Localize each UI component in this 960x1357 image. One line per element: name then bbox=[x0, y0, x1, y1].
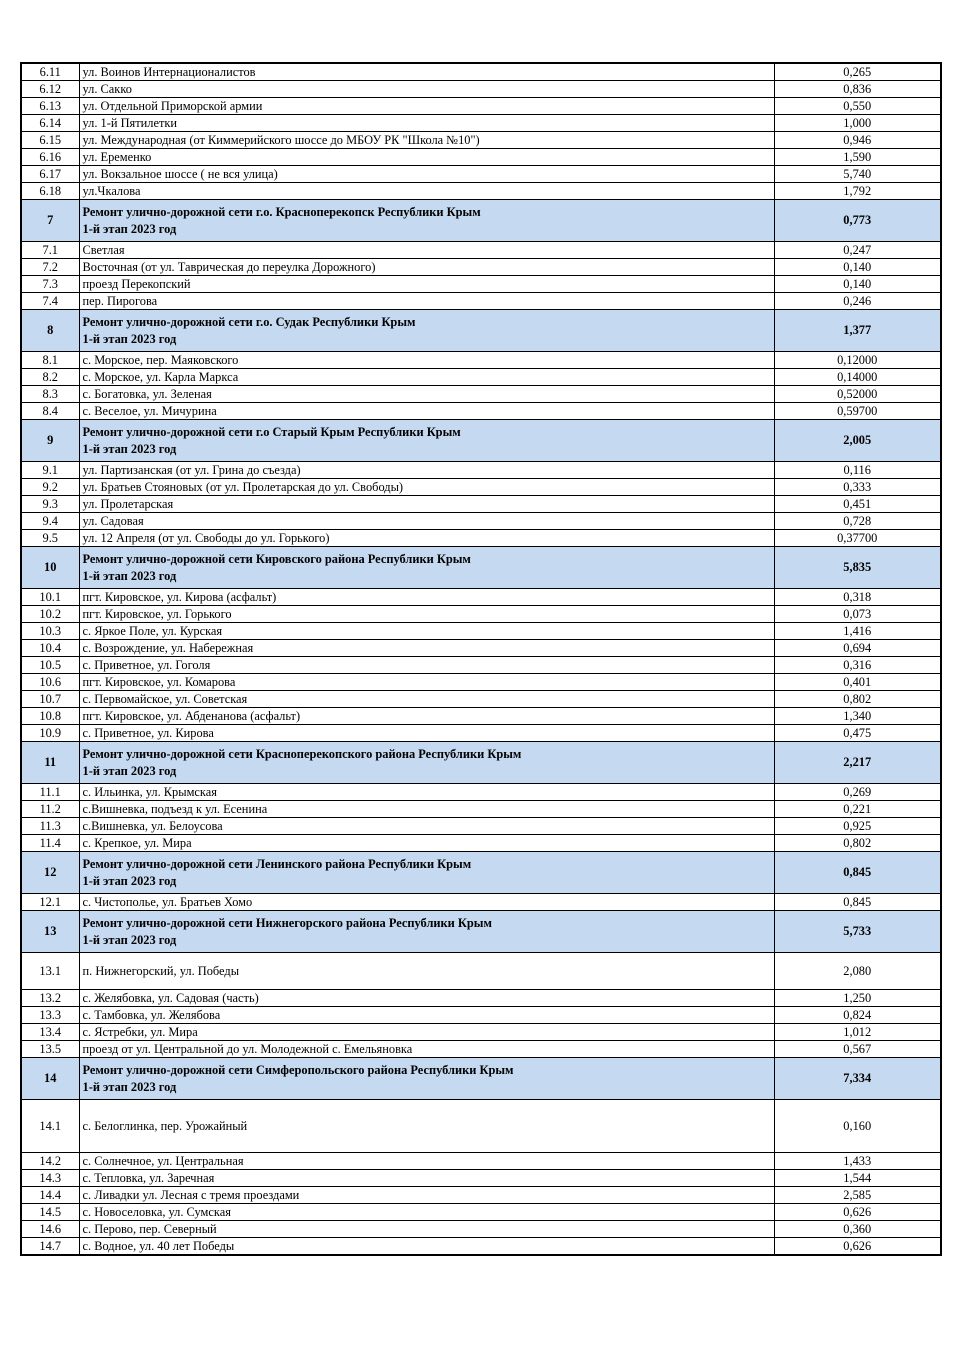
row-number: 13.3 bbox=[21, 1007, 79, 1024]
length-km: 0,802 bbox=[774, 691, 941, 708]
row-number: 7.1 bbox=[21, 242, 79, 259]
street-name: с.Вишневка, ул. Белоусова bbox=[79, 818, 774, 835]
length-km: 0,52000 bbox=[774, 386, 941, 403]
street-name: п. Нижнегорский, ул. Победы bbox=[79, 953, 774, 990]
length-km: 1,590 bbox=[774, 149, 941, 166]
section-title-cell bbox=[79, 742, 774, 784]
row-number: 14 bbox=[21, 1058, 79, 1100]
length-km: 1,433 bbox=[774, 1153, 941, 1170]
table-row bbox=[21, 242, 941, 259]
row-number: 13.2 bbox=[21, 990, 79, 1007]
table-row bbox=[21, 166, 941, 183]
section-stage: 1-й этап 2023 год bbox=[82, 441, 177, 456]
row-number: 10.3 bbox=[21, 623, 79, 640]
table-row bbox=[21, 369, 941, 386]
table-row bbox=[21, 1238, 941, 1256]
table-row bbox=[21, 1221, 941, 1238]
street-name: ул. Отдельной Приморской армии bbox=[79, 98, 774, 115]
street-name: ул. Партизанская (от ул. Грина до съезда) bbox=[79, 462, 774, 479]
row-number: 6.15 bbox=[21, 132, 79, 149]
section-length-total: 0,773 bbox=[774, 200, 941, 242]
table-row bbox=[21, 990, 941, 1007]
length-km: 0,12000 bbox=[774, 352, 941, 369]
table-row bbox=[21, 63, 941, 81]
street-name: с. Яркое Поле, ул. Курская bbox=[79, 623, 774, 640]
street-name: с. Возрождение, ул. Набережная bbox=[79, 640, 774, 657]
row-number: 8.2 bbox=[21, 369, 79, 386]
section-header-row bbox=[21, 420, 941, 462]
street-name: с. Чистополье, ул. Братьев Хомо bbox=[79, 894, 774, 911]
section-stage: 1-й этап 2023 год bbox=[82, 221, 177, 236]
section-title: Ремонт улично-дорожной сети Кировского района Республики Крым bbox=[82, 551, 471, 566]
street-name: с. Ястребки, ул. Мира bbox=[79, 1024, 774, 1041]
street-name: пер. Пирогова bbox=[79, 293, 774, 310]
table-row bbox=[21, 606, 941, 623]
street-name: с. Ливадки ул. Лесная с тремя проездами bbox=[79, 1187, 774, 1204]
section-length-total: 1,377 bbox=[774, 310, 941, 352]
street-name: ул. Пролетарская bbox=[79, 496, 774, 513]
row-number: 14.4 bbox=[21, 1187, 79, 1204]
table-row bbox=[21, 462, 941, 479]
row-number: 6.11 bbox=[21, 63, 79, 81]
length-km: 0,824 bbox=[774, 1007, 941, 1024]
table-row bbox=[21, 98, 941, 115]
street-name: с. Веселое, ул. Мичурина bbox=[79, 403, 774, 420]
table-row bbox=[21, 403, 941, 420]
street-name: ул. 12 Апреля (от ул. Свободы до ул. Горького) bbox=[79, 530, 774, 547]
row-number: 8 bbox=[21, 310, 79, 352]
table-row bbox=[21, 589, 941, 606]
row-number: 13 bbox=[21, 911, 79, 953]
row-number: 9.5 bbox=[21, 530, 79, 547]
row-number: 13.4 bbox=[21, 1024, 79, 1041]
length-km: 0,160 bbox=[774, 1100, 941, 1153]
length-km: 0,550 bbox=[774, 98, 941, 115]
section-stage: 1-й этап 2023 год bbox=[82, 331, 177, 346]
row-number: 8.4 bbox=[21, 403, 79, 420]
table-row bbox=[21, 784, 941, 801]
length-km: 0,567 bbox=[774, 1041, 941, 1058]
length-km: 0,140 bbox=[774, 259, 941, 276]
length-km: 0,360 bbox=[774, 1221, 941, 1238]
section-title: Ремонт улично-дорожной сети Красноперекопского района Республики Крым bbox=[82, 746, 522, 761]
street-name: пгт. Кировское, ул. Горького bbox=[79, 606, 774, 623]
table-body bbox=[21, 63, 941, 1255]
row-number: 11.1 bbox=[21, 784, 79, 801]
length-km: 0,401 bbox=[774, 674, 941, 691]
length-km: 0,333 bbox=[774, 479, 941, 496]
row-number: 7 bbox=[21, 200, 79, 242]
table-row bbox=[21, 1153, 941, 1170]
street-name: пгт. Кировское, ул. Кирова (асфальт) bbox=[79, 589, 774, 606]
length-km: 1,416 bbox=[774, 623, 941, 640]
length-km: 0,946 bbox=[774, 132, 941, 149]
street-name: с. Морское, пер. Маяковского bbox=[79, 352, 774, 369]
table-row bbox=[21, 623, 941, 640]
street-name: ул. 1-й Пятилетки bbox=[79, 115, 774, 132]
section-stage: 1-й этап 2023 год bbox=[82, 932, 177, 947]
table-row bbox=[21, 479, 941, 496]
row-number: 14.7 bbox=[21, 1238, 79, 1256]
table-row bbox=[21, 835, 941, 852]
section-length-total: 0,845 bbox=[774, 852, 941, 894]
section-header-row bbox=[21, 852, 941, 894]
street-name: проезд от ул. Центральной до ул. Молодежной с. Емельяновка bbox=[79, 1041, 774, 1058]
table-row bbox=[21, 691, 941, 708]
row-number: 10.1 bbox=[21, 589, 79, 606]
section-title-cell bbox=[79, 547, 774, 589]
length-km: 0,451 bbox=[774, 496, 941, 513]
row-number: 6.18 bbox=[21, 183, 79, 200]
row-number: 12.1 bbox=[21, 894, 79, 911]
length-km: 0,221 bbox=[774, 801, 941, 818]
row-number: 9.2 bbox=[21, 479, 79, 496]
section-title: Ремонт улично-дорожной сети г.о Старый Крым Республики Крым bbox=[82, 424, 461, 439]
street-name: ул. Воинов Интернационалистов bbox=[79, 63, 774, 81]
row-number: 7.4 bbox=[21, 293, 79, 310]
section-stage: 1-й этап 2023 год bbox=[82, 1079, 177, 1094]
row-number: 10.7 bbox=[21, 691, 79, 708]
table-row bbox=[21, 496, 941, 513]
table-row bbox=[21, 149, 941, 166]
table-row bbox=[21, 674, 941, 691]
row-number: 11.4 bbox=[21, 835, 79, 852]
length-km: 0,140 bbox=[774, 276, 941, 293]
length-km: 0,37700 bbox=[774, 530, 941, 547]
street-name: с. Желябовка, ул. Садовая (часть) bbox=[79, 990, 774, 1007]
street-name: ул. Международная (от Киммерийского шоссе до МБОУ РК "Школа №10") bbox=[79, 132, 774, 149]
row-number: 9.3 bbox=[21, 496, 79, 513]
street-name: Светлая bbox=[79, 242, 774, 259]
table-row bbox=[21, 953, 941, 990]
length-km: 0,247 bbox=[774, 242, 941, 259]
table-row bbox=[21, 725, 941, 742]
street-name: с. Крепкое, ул. Мира bbox=[79, 835, 774, 852]
section-title-cell bbox=[79, 420, 774, 462]
street-name: с. Перово, пер. Северный bbox=[79, 1221, 774, 1238]
length-km: 1,000 bbox=[774, 115, 941, 132]
street-name: ул. Вокзальное шоссе ( не вся улица) bbox=[79, 166, 774, 183]
row-number: 10.8 bbox=[21, 708, 79, 725]
street-name: с. Тепловка, ул. Заречная bbox=[79, 1170, 774, 1187]
street-name: с. Богатовка, ул. Зеленая bbox=[79, 386, 774, 403]
row-number: 12 bbox=[21, 852, 79, 894]
row-number: 14.5 bbox=[21, 1204, 79, 1221]
table-row bbox=[21, 708, 941, 725]
street-name: с. Морское, ул. Карла Маркса bbox=[79, 369, 774, 386]
length-km: 0,845 bbox=[774, 894, 941, 911]
table-row bbox=[21, 801, 941, 818]
length-km: 0,269 bbox=[774, 784, 941, 801]
street-name: пгт. Кировское, ул. Абденанова (асфальт) bbox=[79, 708, 774, 725]
length-km: 0,626 bbox=[774, 1204, 941, 1221]
table-row bbox=[21, 1204, 941, 1221]
table-row bbox=[21, 352, 941, 369]
table-row bbox=[21, 530, 941, 547]
length-km: 2,585 bbox=[774, 1187, 941, 1204]
street-name: с. Новоселовка, ул. Сумская bbox=[79, 1204, 774, 1221]
row-number: 10.5 bbox=[21, 657, 79, 674]
row-number: 10.2 bbox=[21, 606, 79, 623]
row-number: 6.17 bbox=[21, 166, 79, 183]
length-km: 0,626 bbox=[774, 1238, 941, 1256]
row-number: 7.3 bbox=[21, 276, 79, 293]
length-km: 0,14000 bbox=[774, 369, 941, 386]
row-number: 8.1 bbox=[21, 352, 79, 369]
street-name: с. Ильинка, ул. Крымская bbox=[79, 784, 774, 801]
table-row bbox=[21, 657, 941, 674]
table-row bbox=[21, 513, 941, 530]
length-km: 0,073 bbox=[774, 606, 941, 623]
row-number: 6.14 bbox=[21, 115, 79, 132]
length-km: 0,318 bbox=[774, 589, 941, 606]
table-row bbox=[21, 640, 941, 657]
section-stage: 1-й этап 2023 год bbox=[82, 873, 177, 888]
section-length-total: 7,334 bbox=[774, 1058, 941, 1100]
row-number: 11 bbox=[21, 742, 79, 784]
section-length-total: 5,835 bbox=[774, 547, 941, 589]
row-number: 10.6 bbox=[21, 674, 79, 691]
length-km: 1,340 bbox=[774, 708, 941, 725]
section-header-row bbox=[21, 1058, 941, 1100]
section-header-row bbox=[21, 310, 941, 352]
table-row bbox=[21, 276, 941, 293]
length-km: 0,694 bbox=[774, 640, 941, 657]
length-km: 0,265 bbox=[774, 63, 941, 81]
table-row bbox=[21, 1007, 941, 1024]
street-name: с. Белоглинка, пер. Урожайный bbox=[79, 1100, 774, 1153]
row-number: 10 bbox=[21, 547, 79, 589]
length-km: 0,836 bbox=[774, 81, 941, 98]
table-row bbox=[21, 183, 941, 200]
row-number: 10.4 bbox=[21, 640, 79, 657]
section-stage: 1-й этап 2023 год bbox=[82, 568, 177, 583]
row-number: 9 bbox=[21, 420, 79, 462]
length-km: 1,792 bbox=[774, 183, 941, 200]
road-repair-table bbox=[20, 62, 942, 1256]
street-name: с.Вишневка, подъезд к ул. Есенина bbox=[79, 801, 774, 818]
street-name: с. Приветное, ул. Гоголя bbox=[79, 657, 774, 674]
row-number: 11.2 bbox=[21, 801, 79, 818]
street-name: Восточная (от ул. Таврическая до переулка Дорожного) bbox=[79, 259, 774, 276]
section-length-total: 2,005 bbox=[774, 420, 941, 462]
length-km: 0,728 bbox=[774, 513, 941, 530]
section-header-row bbox=[21, 547, 941, 589]
table-row bbox=[21, 1024, 941, 1041]
row-number: 8.3 bbox=[21, 386, 79, 403]
section-header-row bbox=[21, 200, 941, 242]
row-number: 7.2 bbox=[21, 259, 79, 276]
row-number: 14.6 bbox=[21, 1221, 79, 1238]
table-row bbox=[21, 1187, 941, 1204]
street-name: с. Тамбовка, ул. Желябова bbox=[79, 1007, 774, 1024]
row-number: 10.9 bbox=[21, 725, 79, 742]
street-name: ул.Чкалова bbox=[79, 183, 774, 200]
row-number: 13.1 bbox=[21, 953, 79, 990]
length-km: 0,475 bbox=[774, 725, 941, 742]
table-row bbox=[21, 115, 941, 132]
section-title-cell bbox=[79, 911, 774, 953]
length-km: 1,250 bbox=[774, 990, 941, 1007]
table-row bbox=[21, 1100, 941, 1153]
street-name: ул. Садовая bbox=[79, 513, 774, 530]
table-row bbox=[21, 818, 941, 835]
table-row bbox=[21, 386, 941, 403]
street-name: с. Приветное, ул. Кирова bbox=[79, 725, 774, 742]
table-row bbox=[21, 81, 941, 98]
section-title: Ремонт улично-дорожной сети Нижнегорского района Республики Крым bbox=[82, 915, 492, 930]
section-length-total: 2,217 bbox=[774, 742, 941, 784]
section-length-total: 5,733 bbox=[774, 911, 941, 953]
length-km: 0,925 bbox=[774, 818, 941, 835]
street-name: пгт. Кировское, ул. Комарова bbox=[79, 674, 774, 691]
row-number: 6.13 bbox=[21, 98, 79, 115]
table-row bbox=[21, 259, 941, 276]
table-row bbox=[21, 1041, 941, 1058]
length-km: 0,116 bbox=[774, 462, 941, 479]
length-km: 1,544 bbox=[774, 1170, 941, 1187]
street-name: с. Первомайское, ул. Советская bbox=[79, 691, 774, 708]
street-name: проезд Перекопский bbox=[79, 276, 774, 293]
row-number: 6.16 bbox=[21, 149, 79, 166]
section-header-row bbox=[21, 911, 941, 953]
length-km: 0,246 bbox=[774, 293, 941, 310]
street-name: ул. Сакко bbox=[79, 81, 774, 98]
row-number: 14.2 bbox=[21, 1153, 79, 1170]
street-name: ул. Братьев Стояновых (от ул. Пролетарская до ул. Свободы) bbox=[79, 479, 774, 496]
section-title: Ремонт улично-дорожной сети г.о. Красноперекопск Республики Крым bbox=[82, 204, 481, 219]
section-title: Ремонт улично-дорожной сети Симферопольского района Республики Крым bbox=[82, 1062, 514, 1077]
row-number: 11.3 bbox=[21, 818, 79, 835]
table-row bbox=[21, 293, 941, 310]
length-km: 0,59700 bbox=[774, 403, 941, 420]
table-row bbox=[21, 894, 941, 911]
street-name: с. Водное, ул. 40 лет Победы bbox=[79, 1238, 774, 1256]
length-km: 0,316 bbox=[774, 657, 941, 674]
section-title: Ремонт улично-дорожной сети Ленинского района Республики Крым bbox=[82, 856, 472, 871]
row-number: 9.1 bbox=[21, 462, 79, 479]
street-name: с. Солнечное, ул. Центральная bbox=[79, 1153, 774, 1170]
row-number: 13.5 bbox=[21, 1041, 79, 1058]
table-row bbox=[21, 1170, 941, 1187]
section-title-cell bbox=[79, 852, 774, 894]
table-row bbox=[21, 132, 941, 149]
length-km: 1,012 bbox=[774, 1024, 941, 1041]
section-title-cell bbox=[79, 310, 774, 352]
row-number: 14.3 bbox=[21, 1170, 79, 1187]
row-number: 6.12 bbox=[21, 81, 79, 98]
row-number: 14.1 bbox=[21, 1100, 79, 1153]
length-km: 2,080 bbox=[774, 953, 941, 990]
row-number: 9.4 bbox=[21, 513, 79, 530]
section-title-cell bbox=[79, 1058, 774, 1100]
section-header-row bbox=[21, 742, 941, 784]
street-name: ул. Еременко bbox=[79, 149, 774, 166]
length-km: 0,802 bbox=[774, 835, 941, 852]
section-title: Ремонт улично-дорожной сети г.о. Судак Республики Крым bbox=[82, 314, 416, 329]
section-title-cell bbox=[79, 200, 774, 242]
length-km: 5,740 bbox=[774, 166, 941, 183]
section-stage: 1-й этап 2023 год bbox=[82, 763, 177, 778]
